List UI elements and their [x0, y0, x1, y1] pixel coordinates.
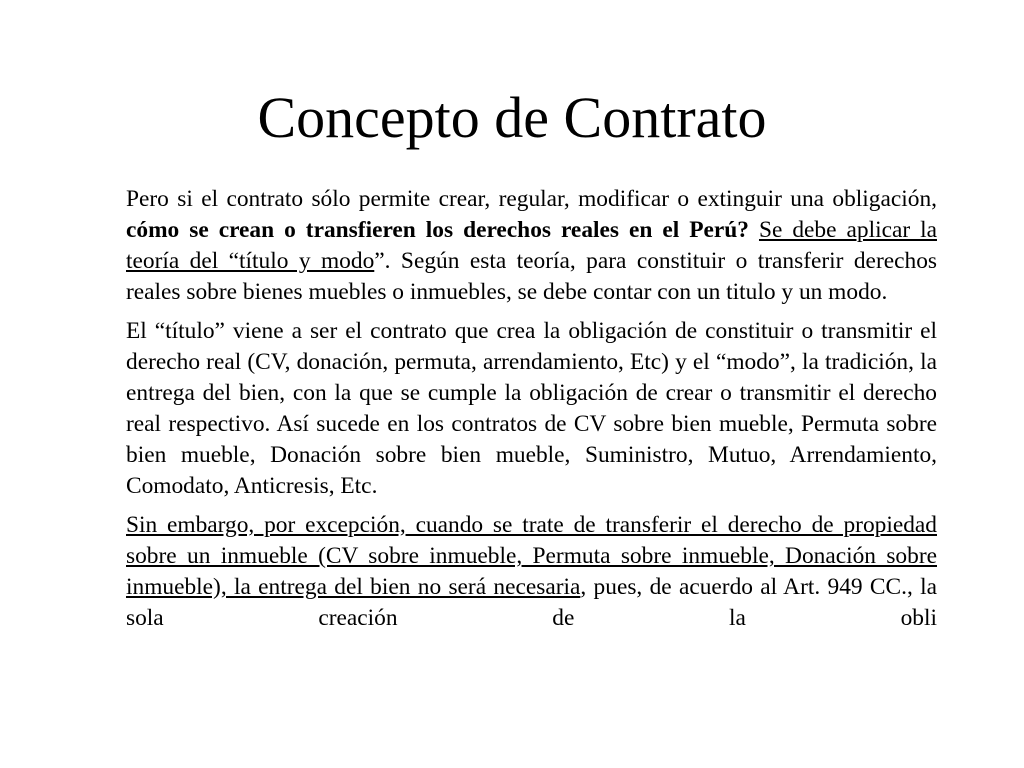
paragraph-3-run-2: , pues, de acuerdo al Art. 949 CC., la sola creación de la obli	[126, 574, 937, 631]
paragraph-3	[126, 510, 937, 634]
paragraph-1-bold-question: cómo se crean o transfieren los derechos reales en el Perú?	[126, 217, 749, 243]
paragraph-1-run-5: ”. Según esta teoría, para constituir o transferir derechos reales sobre bienes muebles o inmuebles, se debe contar con un titulo y un modo.	[126, 248, 937, 305]
paragraph-2	[126, 316, 937, 502]
paragraph-3-underlined-exception: Sin embargo, por excepción, cuando se trate de transferir el derecho de propiedad sobre un inmueble (CV sobre inmueble, Permuta sobre inmueble, Donación sobre inmueble), la entrega del bien no será necesaria	[126, 512, 937, 600]
paragraph-1-underlined-theory: Se debe aplicar la teoría del “título y modo	[126, 217, 937, 274]
slide-title: Concepto de Contrato	[257, 85, 767, 150]
slide-body	[126, 184, 937, 642]
paragraph-1	[126, 184, 937, 308]
paragraph-1-run-1: Pero si el contrato sólo permite crear, regular, modificar o extinguir una obligación,	[126, 186, 937, 212]
paragraph-1-run-3	[749, 217, 759, 243]
paragraph-2-run-1: El “título” viene a ser el contrato que crea la obligación de constituir o transmitir el derecho real (CV, donación, permuta, arrendamiento, Etc) y el “modo”, la tradición, la entrega del bien, con la que se cumple la obligación de crear o transmitir el derecho real respectivo. Así sucede en los contratos de CV sobre bien mueble, Permuta sobre bien mueble, Donación sobre bien mueble, Suministro, Mutuo, Arrendamiento, Comodato, Anticresis, Etc.	[126, 318, 937, 499]
